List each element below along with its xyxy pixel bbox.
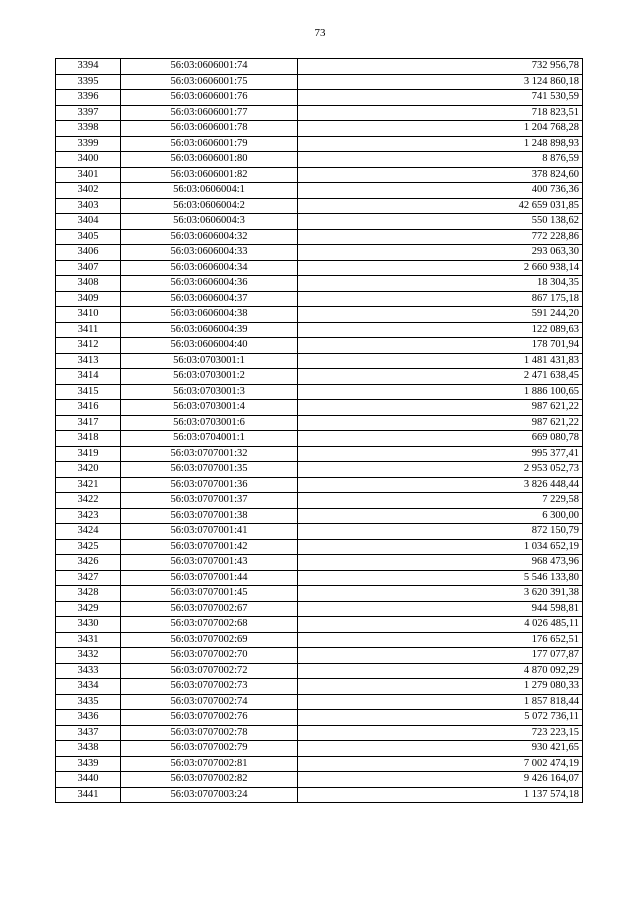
table-row	[56, 787, 583, 803]
cadastral-value-cell: 2 471 638,45	[298, 369, 583, 385]
table-row	[56, 508, 583, 524]
cadastral-number-cell: 56:03:0707002:81	[121, 756, 298, 772]
cadastral-number-cell: 56:03:0707001:36	[121, 477, 298, 493]
cadastral-value-cell: 723 223,15	[298, 725, 583, 741]
table-row	[56, 198, 583, 214]
cadastral-number-cell: 56:03:0707002:74	[121, 694, 298, 710]
table-row	[56, 307, 583, 323]
cadastral-number-cell: 56:03:0606001:74	[121, 59, 298, 75]
cadastral-value-cell: 1 857 818,44	[298, 694, 583, 710]
cadastral-number-cell: 56:03:0707001:38	[121, 508, 298, 524]
table-row	[56, 493, 583, 509]
cadastral-value-cell: 122 089,63	[298, 322, 583, 338]
cadastral-value-cell: 176 652,51	[298, 632, 583, 648]
cadastral-number-cell: 56:03:0707002:69	[121, 632, 298, 648]
cadastral-value-cell: 1 204 768,28	[298, 121, 583, 137]
cadastral-number-cell: 56:03:0703001:4	[121, 400, 298, 416]
row-number-cell: 3426	[56, 555, 121, 571]
row-number-cell: 3396	[56, 90, 121, 106]
table-row	[56, 462, 583, 478]
cadastral-number-cell: 56:03:0707001:35	[121, 462, 298, 478]
row-number-cell: 3397	[56, 105, 121, 121]
cadastral-value-cell: 3 620 391,38	[298, 586, 583, 602]
cadastral-number-cell: 56:03:0606001:80	[121, 152, 298, 168]
table-row	[56, 260, 583, 276]
table-row	[56, 586, 583, 602]
cadastral-value-cell: 1 279 080,33	[298, 679, 583, 695]
cadastral-number-cell: 56:03:0606004:36	[121, 276, 298, 292]
row-number-cell: 3409	[56, 291, 121, 307]
cadastral-number-cell: 56:03:0707002:73	[121, 679, 298, 695]
cadastral-number-cell: 56:03:0606004:37	[121, 291, 298, 307]
row-number-cell: 3420	[56, 462, 121, 478]
table-row	[56, 121, 583, 137]
cadastral-number-cell: 56:03:0707002:70	[121, 648, 298, 664]
table-row	[56, 756, 583, 772]
table-row	[56, 183, 583, 199]
cadastral-value-cell: 772 228,86	[298, 229, 583, 245]
row-number-cell: 3418	[56, 431, 121, 447]
table-row	[56, 601, 583, 617]
cadastral-number-cell: 56:03:0704001:1	[121, 431, 298, 447]
cadastral-number-cell: 56:03:0707001:32	[121, 446, 298, 462]
cadastral-number-cell: 56:03:0707002:82	[121, 772, 298, 788]
row-number-cell: 3431	[56, 632, 121, 648]
cadastral-value-cell: 1 034 652,19	[298, 539, 583, 555]
cadastral-value-cell: 378 824,60	[298, 167, 583, 183]
table-row	[56, 617, 583, 633]
cadastral-value-cell: 9 426 164,07	[298, 772, 583, 788]
row-number-cell: 3408	[56, 276, 121, 292]
cadastral-value-cell: 5 072 736,11	[298, 710, 583, 726]
row-number-cell: 3436	[56, 710, 121, 726]
cadastral-value-cell: 1 137 574,18	[298, 787, 583, 803]
table-row	[56, 772, 583, 788]
cadastral-number-cell: 56:03:0606004:33	[121, 245, 298, 261]
cadastral-number-cell: 56:03:0606001:82	[121, 167, 298, 183]
row-number-cell: 3429	[56, 601, 121, 617]
row-number-cell: 3403	[56, 198, 121, 214]
table-row	[56, 431, 583, 447]
cadastral-value-cell: 3 826 448,44	[298, 477, 583, 493]
cadastral-number-cell: 56:03:0707001:41	[121, 524, 298, 540]
cadastral-value-cell: 400 736,36	[298, 183, 583, 199]
row-number-cell: 3423	[56, 508, 121, 524]
cadastral-number-cell: 56:03:0707002:67	[121, 601, 298, 617]
table-body	[56, 59, 583, 803]
cadastral-number-cell: 56:03:0606001:76	[121, 90, 298, 106]
row-number-cell: 3438	[56, 741, 121, 757]
row-number-cell: 3406	[56, 245, 121, 261]
table-row	[56, 694, 583, 710]
row-number-cell: 3427	[56, 570, 121, 586]
table-row	[56, 415, 583, 431]
row-number-cell: 3425	[56, 539, 121, 555]
cadastral-number-cell: 56:03:0707002:72	[121, 663, 298, 679]
cadastral-number-cell: 56:03:0606004:1	[121, 183, 298, 199]
cadastral-value-cell: 4 026 485,11	[298, 617, 583, 633]
row-number-cell: 3404	[56, 214, 121, 230]
row-number-cell: 3395	[56, 74, 121, 90]
cadastral-value-cell: 3 124 860,18	[298, 74, 583, 90]
cadastral-number-cell: 56:03:0606004:3	[121, 214, 298, 230]
table-row	[56, 725, 583, 741]
row-number-cell: 3432	[56, 648, 121, 664]
row-number-cell: 3439	[56, 756, 121, 772]
cadastral-value-cell: 4 870 092,29	[298, 663, 583, 679]
cadastral-value-cell: 42 659 031,85	[298, 198, 583, 214]
row-number-cell: 3434	[56, 679, 121, 695]
table-row	[56, 710, 583, 726]
cadastral-value-cell: 872 150,79	[298, 524, 583, 540]
cadastral-value-cell: 293 063,30	[298, 245, 583, 261]
cadastral-number-cell: 56:03:0606001:78	[121, 121, 298, 137]
cadastral-value-cell: 178 701,94	[298, 338, 583, 354]
row-number-cell: 3435	[56, 694, 121, 710]
cadastral-value-cell: 669 080,78	[298, 431, 583, 447]
table-row	[56, 555, 583, 571]
row-number-cell: 3419	[56, 446, 121, 462]
table-row	[56, 369, 583, 385]
table-row	[56, 477, 583, 493]
cadastral-value-cell: 987 621,22	[298, 415, 583, 431]
cadastral-number-cell: 56:03:0606004:40	[121, 338, 298, 354]
cadastral-number-cell: 56:03:0606004:39	[121, 322, 298, 338]
table-row	[56, 632, 583, 648]
table-row	[56, 167, 583, 183]
cadastral-number-cell: 56:03:0707001:42	[121, 539, 298, 555]
table-row	[56, 648, 583, 664]
cadastral-value-cell: 1 886 100,65	[298, 384, 583, 400]
cadastral-value-cell: 1 481 431,83	[298, 353, 583, 369]
row-number-cell: 3422	[56, 493, 121, 509]
row-number-cell: 3424	[56, 524, 121, 540]
row-number-cell: 3421	[56, 477, 121, 493]
cadastral-value-cell: 550 138,62	[298, 214, 583, 230]
table-row	[56, 524, 583, 540]
row-number-cell: 3440	[56, 772, 121, 788]
cadastral-value-cell: 867 175,18	[298, 291, 583, 307]
table-row	[56, 105, 583, 121]
table-row	[56, 570, 583, 586]
row-number-cell: 3415	[56, 384, 121, 400]
cadastral-number-cell: 56:03:0606004:2	[121, 198, 298, 214]
cadastral-number-cell: 56:03:0703001:3	[121, 384, 298, 400]
table-row	[56, 136, 583, 152]
row-number-cell: 3414	[56, 369, 121, 385]
cadastral-number-cell: 56:03:0703001:6	[121, 415, 298, 431]
table-row	[56, 229, 583, 245]
cadastral-value-cell: 591 244,20	[298, 307, 583, 323]
row-number-cell: 3410	[56, 307, 121, 323]
cadastral-value-cell: 718 823,51	[298, 105, 583, 121]
cadastral-number-cell: 56:03:0707001:45	[121, 586, 298, 602]
table-row	[56, 400, 583, 416]
table-row	[56, 338, 583, 354]
table-row	[56, 663, 583, 679]
cadastral-number-cell: 56:03:0707002:79	[121, 741, 298, 757]
cadastral-number-cell: 56:03:0606004:34	[121, 260, 298, 276]
row-number-cell: 3433	[56, 663, 121, 679]
cadastral-number-cell: 56:03:0606001:77	[121, 105, 298, 121]
row-number-cell: 3398	[56, 121, 121, 137]
row-number-cell: 3399	[56, 136, 121, 152]
row-number-cell: 3430	[56, 617, 121, 633]
row-number-cell: 3417	[56, 415, 121, 431]
row-number-cell: 3411	[56, 322, 121, 338]
table-row	[56, 245, 583, 261]
cadastral-number-cell: 56:03:0707002:76	[121, 710, 298, 726]
cadastral-value-cell: 8 876,59	[298, 152, 583, 168]
cadastral-number-cell: 56:03:0707001:44	[121, 570, 298, 586]
cadastral-value-cell: 2 953 052,73	[298, 462, 583, 478]
table-row	[56, 539, 583, 555]
table-row	[56, 90, 583, 106]
cadastral-value-cell: 7 002 474,19	[298, 756, 583, 772]
row-number-cell: 3416	[56, 400, 121, 416]
cadastral-value-cell: 968 473,96	[298, 555, 583, 571]
table-row	[56, 152, 583, 168]
cadastral-value-cell: 995 377,41	[298, 446, 583, 462]
cadastral-number-cell: 56:03:0707002:68	[121, 617, 298, 633]
cadastral-value-table	[55, 58, 583, 803]
row-number-cell: 3402	[56, 183, 121, 199]
table-row	[56, 741, 583, 757]
cadastral-number-cell: 56:03:0703001:1	[121, 353, 298, 369]
table-row	[56, 214, 583, 230]
row-number-cell: 3413	[56, 353, 121, 369]
table-row	[56, 322, 583, 338]
row-number-cell: 3394	[56, 59, 121, 75]
cadastral-number-cell: 56:03:0707003:24	[121, 787, 298, 803]
cadastral-value-cell: 18 304,35	[298, 276, 583, 292]
table-row	[56, 59, 583, 75]
cadastral-number-cell: 56:03:0606004:32	[121, 229, 298, 245]
cadastral-value-cell: 6 300,00	[298, 508, 583, 524]
row-number-cell: 3437	[56, 725, 121, 741]
table-row	[56, 384, 583, 400]
row-number-cell: 3407	[56, 260, 121, 276]
cadastral-value-cell: 7 229,58	[298, 493, 583, 509]
page-number: 73	[314, 27, 326, 39]
row-number-cell: 3441	[56, 787, 121, 803]
table-row	[56, 679, 583, 695]
cadastral-value-cell: 1 248 898,93	[298, 136, 583, 152]
cadastral-number-cell: 56:03:0707002:78	[121, 725, 298, 741]
cadastral-number-cell: 56:03:0606001:79	[121, 136, 298, 152]
cadastral-value-cell: 944 598,81	[298, 601, 583, 617]
cadastral-value-cell: 177 077,87	[298, 648, 583, 664]
cadastral-number-cell: 56:03:0703001:2	[121, 369, 298, 385]
table-row	[56, 446, 583, 462]
cadastral-number-cell: 56:03:0606004:38	[121, 307, 298, 323]
cadastral-value-cell: 2 660 938,14	[298, 260, 583, 276]
cadastral-value-cell: 741 530,59	[298, 90, 583, 106]
cadastral-number-cell: 56:03:0606001:75	[121, 74, 298, 90]
table-row	[56, 291, 583, 307]
table-row	[56, 353, 583, 369]
cadastral-value-cell: 930 421,65	[298, 741, 583, 757]
row-number-cell: 3400	[56, 152, 121, 168]
table-row	[56, 276, 583, 292]
row-number-cell: 3405	[56, 229, 121, 245]
cadastral-value-cell: 987 621,22	[298, 400, 583, 416]
cadastral-value-cell: 732 956,78	[298, 59, 583, 75]
row-number-cell: 3428	[56, 586, 121, 602]
cadastral-number-cell: 56:03:0707001:43	[121, 555, 298, 571]
cadastral-value-cell: 5 546 133,80	[298, 570, 583, 586]
table-row	[56, 74, 583, 90]
cadastral-number-cell: 56:03:0707001:37	[121, 493, 298, 509]
row-number-cell: 3412	[56, 338, 121, 354]
row-number-cell: 3401	[56, 167, 121, 183]
